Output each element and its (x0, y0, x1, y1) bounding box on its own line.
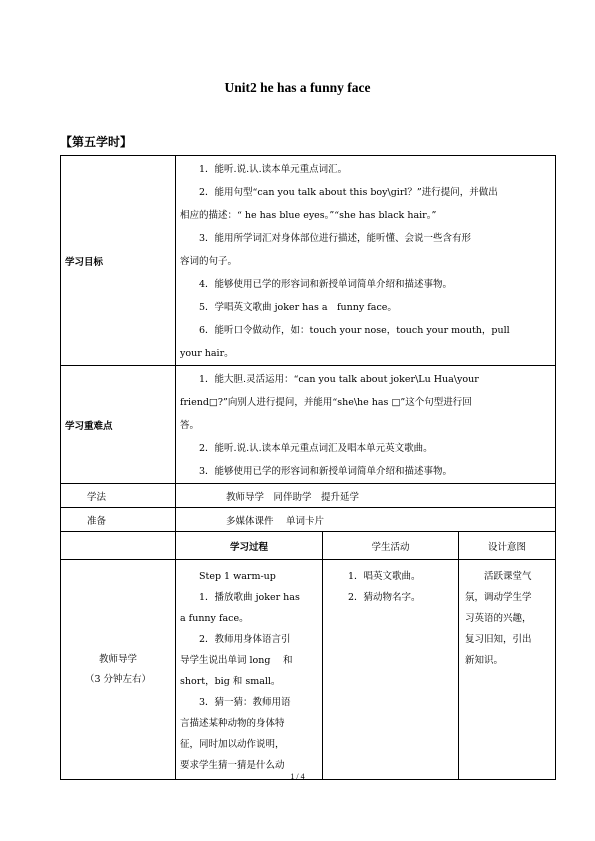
list-item: 4．能够使用已学的形容词和新授单词简单介绍和描述事物。 (199, 279, 453, 290)
process-line: 要求学生猜一猜是什么动 (180, 760, 285, 771)
list-item: 2．能用句型“can you talk about this boy\girl？”进行提问，并做出 (199, 187, 498, 198)
key-points-row (61, 366, 556, 484)
list-item-continuation: 相应的描述：“ he has blue eyes。”“she has black hair。” (180, 210, 437, 221)
stage-cell (61, 560, 176, 780)
list-item-continuation: 容词的句子。 (180, 256, 238, 267)
lesson-plan-table (60, 155, 556, 780)
page-number: 1 / 4 (290, 772, 305, 781)
list-item: 1．能听.说.认.读本单元重点词汇。 (199, 164, 348, 175)
prep-value: 多媒体课件 单词卡片 (176, 508, 556, 532)
header-process: 学习过程 (176, 532, 323, 560)
document-title: Unit2 he has a funny face (224, 80, 371, 95)
list-item-continuation: 答。 (180, 420, 200, 431)
process-line: a funny face。 (180, 613, 249, 624)
process-line: short，big 和 small。 (180, 676, 281, 687)
process-line: 1．播放歌曲 joker has (199, 592, 300, 603)
list-item: 2．能听.说.认.读本单元重点词汇及唱本单元英文歌曲。 (199, 443, 433, 454)
process-line: 征，同时加以动作说明， (180, 739, 285, 750)
stage-label: 教师导学 (98, 653, 137, 665)
methods-label: 学法 (61, 484, 176, 508)
design-line: 活跃课堂气 (484, 571, 532, 582)
header-empty-cell (61, 532, 176, 560)
design-line: 氛，调动学生学 (465, 592, 532, 603)
process-header-row (61, 532, 556, 560)
prep-row (61, 508, 556, 532)
list-item: 3．能用所学词汇对身体部位进行描述，能听懂、会说一些含有形 (199, 233, 472, 244)
student-activity-item: 2．猜动物名字。 (348, 592, 421, 603)
list-item: 5．学唱英文歌曲 joker has a funny face。 (199, 302, 397, 313)
list-item-continuation: friend□?”向别人进行提问，并能用“she\he has □”这个句型进行回 (180, 397, 472, 408)
design-line: 新知识。 (465, 655, 504, 666)
section-heading: 【第五学时】 (60, 135, 133, 149)
student-activity-cell (323, 560, 459, 780)
methods-row (61, 484, 556, 508)
key-points-content (176, 366, 556, 484)
process-step: Step 1 warm-up (199, 571, 276, 582)
process-line: 3．猜一猜：教师用语 (199, 697, 291, 708)
objectives-row (61, 156, 556, 366)
stage-time: （3 分钟左右） (84, 673, 152, 685)
list-item: 3．能够使用已学的形容词和新授单词简单介绍和描述事物。 (199, 466, 453, 477)
header-student: 学生活动 (323, 532, 459, 560)
header-design: 设计意图 (459, 532, 556, 560)
prep-label: 准备 (61, 508, 176, 532)
list-item: 6．能听口令做动作，如：touch your nose，touch your mouth，pull (199, 325, 510, 336)
methods-value: 教师导学 同伴助学 提升延学 (176, 484, 556, 508)
process-cell (176, 560, 323, 780)
objectives-label: 学习目标 (61, 156, 176, 366)
key-points-label: 学习重难点 (61, 366, 176, 484)
process-line: 导学生说出单词 long 和 (180, 655, 293, 666)
student-activity-item: 1．唱英文歌曲。 (348, 571, 421, 582)
process-line: 2．教师用身体语言引 (199, 634, 291, 645)
design-intent-cell (459, 560, 556, 780)
list-item: 1．能大胆.灵活运用：“can you talk about joker\Lu Hua\your (199, 374, 479, 385)
design-line: 习英语的兴趣， (465, 613, 532, 624)
objectives-content (176, 156, 556, 366)
design-line: 复习旧知，引出 (465, 634, 532, 645)
process-line: 言描述某种动物的身体特 (180, 718, 285, 729)
list-item-continuation: your hair。 (180, 348, 234, 359)
process-row (61, 560, 556, 780)
